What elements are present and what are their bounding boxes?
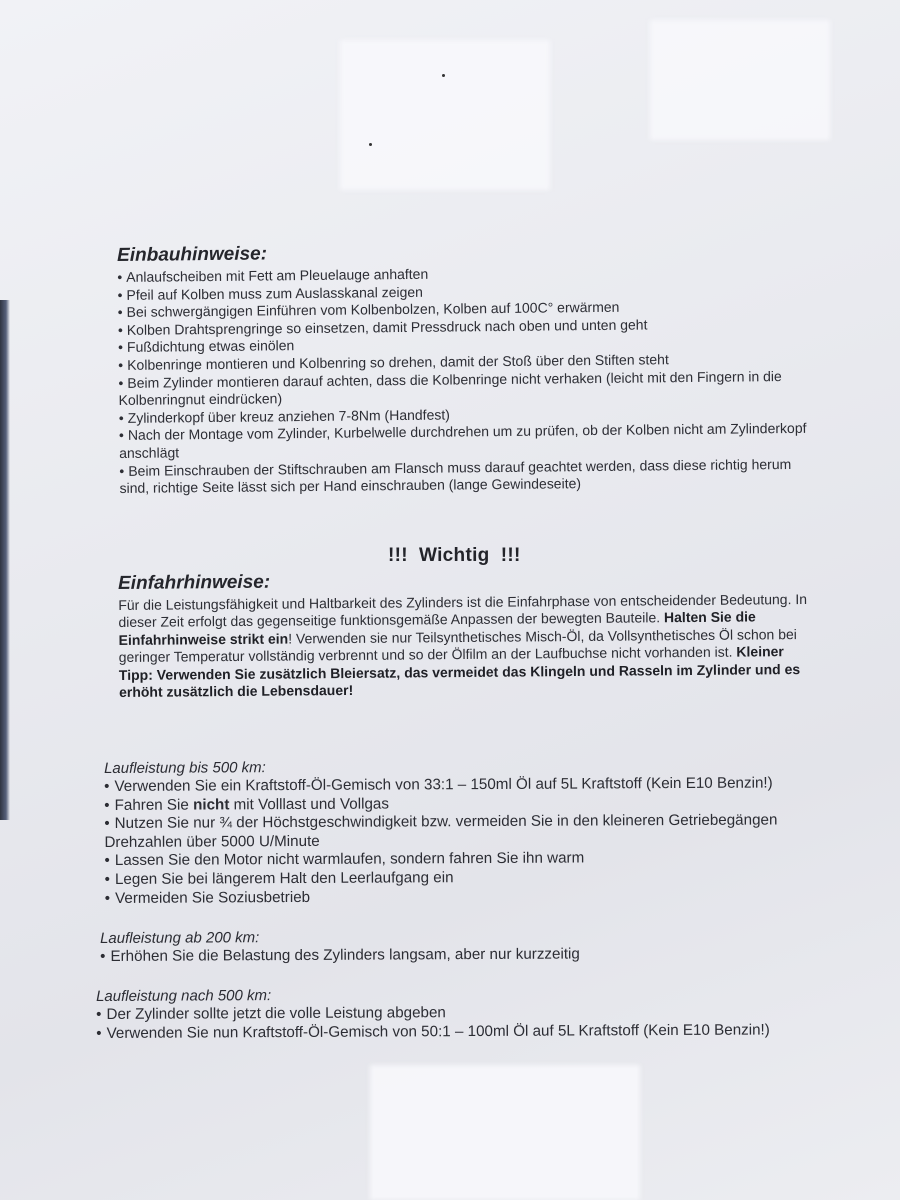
redacted-area-top-right [650, 20, 830, 140]
list-item: • Zylinderkopf über kreuz anziehen 7-8Nm (Handfest) [119, 402, 819, 427]
breakin-heading: Einfahrhinweise: [118, 571, 271, 594]
breakin-section [118, 567, 819, 702]
breakin-tip: Kleiner Tipp: Verwenden Sie zusätzlich Bleiersatz, das vermeidet das Klingeln und Rasseln im Zylinder und es erhöht zusätzlich die Lebensdauer! [118, 643, 801, 701]
list-item: • Verwenden Sie ein Kraftstoff-Öl-Gemisch von 33:1 – 150ml Öl auf 5L Kraftstoff (Kein E10 Benzin!) [104, 774, 824, 796]
run-200-section [100, 926, 820, 966]
install-section [117, 238, 820, 498]
breakin-bold-1: Halten Sie die Einfahrhinweise strikt ein [118, 608, 756, 648]
run-after-500-section [96, 984, 836, 1043]
list-item: • Der Zylinder sollte jetzt die volle Leistung abgeben [96, 1002, 836, 1024]
list-item: • Kolbenringe montieren und Kolbenring so drehen, damit der Stoß über den Stiften steht [118, 350, 818, 375]
item-text: Fahren Sie [114, 796, 194, 814]
run-after-500-list [96, 1002, 836, 1043]
install-heading: Einbauhinweise: [117, 243, 268, 266]
run-500-heading: Laufleistung bis 500 km: [104, 759, 266, 777]
list-item: • Anlaufscheiben mit Fett am Pleuelauge anhaften [117, 262, 817, 287]
run-after-500-heading: Laufleistung nach 500 km: [96, 987, 272, 1005]
list-item: • Beim Einschrauben der Stiftschrauben am Flansch muss darauf geachtet werden, dass diese richtig herum sind, richtige Seite lässt sich per Hand einschrauben (lange Gewindeseite) [119, 455, 819, 498]
speck-mark [442, 74, 445, 77]
list-item: • Fußdichtung etwas einölen [118, 332, 818, 357]
item-text: mit Volllast und Vollgas [229, 795, 389, 813]
list-item: • Nutzen Sie nur ¾ der Höchstgeschwindigkeit bzw. vermeiden Sie in den kleineren Getriebegängen Drehzahlen über 5000 U/Minute [104, 811, 824, 852]
run-200-heading: Laufleistung ab 200 km: [100, 929, 260, 947]
breakin-text-2: ! Verwenden sie nur Teilsynthetisches Misch-Öl, da Vollsynthetisches Öl schon bei geringer Temperatur vollständig verbrennt und so der Ölfilm an der Laufbuchse nicht vorhanden ist. [118, 625, 797, 666]
list-item: • Verwenden Sie nun Kraftstoff-Öl-Gemisch von 50:1 – 100ml Öl auf 5L Kraftstoff (Kein E10 Benzin!) [96, 1021, 836, 1043]
speck-mark [369, 143, 372, 146]
install-list [117, 262, 819, 498]
list-item: • Legen Sie bei längerem Halt den Leerlaufgang ein [105, 867, 825, 889]
list-item: • Nach der Montage vom Zylinder, Kurbelwelle durchdrehen um zu prüfen, ob der Kolben nicht am Zylinderkopf anschlägt [119, 420, 819, 463]
list-item: • Beim Zylinder montieren darauf achten, dass die Kolbenringe nicht verhaken (leicht mit den Fingern in die Kolbenringnut eindrücken) [118, 367, 818, 410]
list-item: • Vermeiden Sie Soziusbetrieb [105, 886, 825, 908]
important-banner: !!! Wichtig !!! [388, 545, 521, 566]
list-item: • Pfeil auf Kolben muss zum Auslasskanal zeigen [117, 279, 817, 304]
breakin-paragraph [118, 591, 819, 702]
background-edge [0, 300, 10, 820]
run-200-list [100, 944, 820, 966]
redacted-area-bottom [370, 1065, 640, 1200]
breakin-text-1: Für die Leistungsfähigkeit und Haltbarkeit des Zylinders ist die Einfahrphase von entscheidender Bedeutung. In dieser Zeit erfolgt das gegenseitige funktionsgemäße Anpassen der bewegten Bauteile. [118, 590, 808, 631]
run-500-section [104, 756, 825, 908]
redacted-area-top [340, 40, 550, 190]
list-item: • Lassen Sie den Motor nicht warmlaufen, sondern fahren Sie ihn warm [104, 849, 824, 871]
list-item: • Erhöhen Sie die Belastung des Zylinders langsam, aber nur kurzzeitig [100, 944, 820, 966]
list-item: • Bei schwergängigen Einführen vom Kolbenbolzen, Kolben auf 100C° erwärmen [118, 297, 818, 322]
list-item: • Kolben Drahtsprengringe so einsetzen, damit Pressdruck nach oben und unten geht [118, 314, 818, 339]
run-500-list [104, 774, 825, 908]
item-bold: nicht [193, 795, 230, 814]
